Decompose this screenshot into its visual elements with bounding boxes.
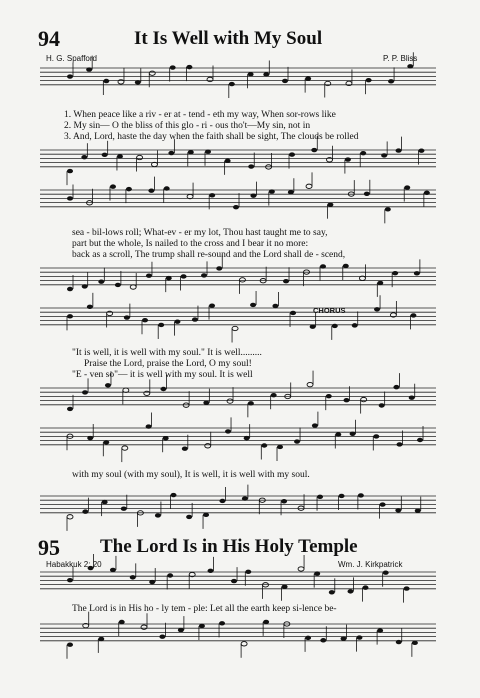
note-head xyxy=(418,148,424,152)
note-head xyxy=(170,65,176,69)
note-head xyxy=(199,624,205,628)
note-head xyxy=(410,313,416,317)
note-head xyxy=(201,273,207,277)
note-head xyxy=(409,396,415,400)
note-head xyxy=(159,635,165,639)
note-head xyxy=(171,493,177,497)
note-head xyxy=(263,620,269,624)
note-head xyxy=(142,318,148,322)
note-head xyxy=(181,274,187,278)
note-head xyxy=(141,625,147,629)
note-head xyxy=(225,429,231,433)
note-head xyxy=(67,578,73,582)
note-head xyxy=(272,304,278,308)
lyric-line: part but the whole, Is nailed to the cross and I bear it no more: xyxy=(72,239,309,249)
note-head xyxy=(229,82,235,86)
note-head xyxy=(146,424,152,428)
note-head xyxy=(263,72,269,76)
note-head xyxy=(158,323,164,327)
hymn-author-94: H. G. Spafford xyxy=(46,54,97,63)
note-head xyxy=(160,387,166,391)
note-head xyxy=(345,157,351,161)
note-head xyxy=(233,205,239,209)
note-head xyxy=(424,191,430,195)
note-head xyxy=(269,189,275,193)
note-head xyxy=(67,407,73,411)
note-head xyxy=(231,579,237,583)
note-head xyxy=(81,155,87,159)
note-head xyxy=(361,397,367,401)
note-head xyxy=(137,155,143,159)
staff xyxy=(40,190,436,207)
note-head xyxy=(377,628,383,632)
note-head xyxy=(115,283,121,287)
note-head xyxy=(82,509,88,513)
note-head xyxy=(358,493,364,497)
note-head xyxy=(110,184,116,188)
note-head xyxy=(364,192,370,196)
note-head xyxy=(67,196,73,200)
note-head xyxy=(192,317,198,321)
note-head xyxy=(102,500,108,504)
note-head xyxy=(205,150,211,154)
note-head xyxy=(414,271,420,275)
hymn-reference-95: Habakkuk 2: 20 xyxy=(46,560,102,569)
lyric-line: 3. And, Lord, haste the day when the faith shall be sight, The clouds be rolled xyxy=(64,132,359,142)
note-head xyxy=(282,79,288,83)
note-head xyxy=(67,515,73,519)
note-head xyxy=(380,502,386,506)
note-head xyxy=(87,436,93,440)
staff xyxy=(40,150,436,167)
note-head xyxy=(110,568,116,572)
note-head xyxy=(67,643,73,647)
note-head xyxy=(356,635,362,639)
note-head xyxy=(225,159,231,163)
note-head xyxy=(277,445,283,449)
note-head xyxy=(326,394,332,398)
note-head xyxy=(352,323,358,327)
note-head xyxy=(219,499,225,503)
note-head xyxy=(271,393,277,397)
note-head xyxy=(305,636,311,640)
note-head xyxy=(344,398,350,402)
note-head xyxy=(306,184,312,188)
lyric-line: Praise the Lord, praise the Lord, O my soul! xyxy=(84,359,252,369)
note-head xyxy=(148,188,154,192)
note-head xyxy=(119,620,125,624)
note-head xyxy=(329,590,335,594)
note-head xyxy=(208,569,214,573)
note-head xyxy=(216,266,222,270)
note-head xyxy=(350,432,356,436)
chorus-label: CHORUS xyxy=(313,306,346,315)
note-head xyxy=(250,303,256,307)
note-head xyxy=(362,585,368,589)
note-head xyxy=(86,67,92,71)
lyric-line: with my soul (with my soul), It is well, it is well with my soul. xyxy=(72,470,310,480)
note-head xyxy=(102,153,108,157)
note-head xyxy=(339,494,345,498)
note-head xyxy=(385,207,391,211)
note-head xyxy=(317,495,323,499)
note-head xyxy=(135,80,141,84)
note-head xyxy=(379,403,385,407)
note-head xyxy=(373,434,379,438)
note-head xyxy=(320,264,326,268)
note-head xyxy=(366,78,372,82)
note-head xyxy=(117,154,123,158)
note-head xyxy=(312,423,318,427)
note-head xyxy=(155,513,161,517)
note-head xyxy=(166,276,172,280)
hymn-composer-95: Wm. J. Kirkpatrick xyxy=(338,560,403,569)
lyric-line: "It is well, it is well with my soul." It is well......... xyxy=(72,348,262,358)
note-head xyxy=(82,284,88,288)
note-head xyxy=(124,315,130,319)
note-head xyxy=(67,74,73,78)
staff xyxy=(40,496,436,513)
note-head xyxy=(182,447,188,451)
note-head xyxy=(248,401,254,405)
note-head xyxy=(392,271,398,275)
note-head xyxy=(341,636,347,640)
note-head xyxy=(149,71,155,75)
note-head xyxy=(242,496,248,500)
note-head xyxy=(130,575,136,579)
note-head xyxy=(396,148,402,152)
lyric-line: 1. When peace like a riv - er at - tend - eth my way, When sor-rows like xyxy=(64,110,336,120)
note-head xyxy=(105,383,111,387)
note-head xyxy=(244,436,250,440)
note-head xyxy=(227,399,233,403)
note-head xyxy=(98,279,104,283)
note-head xyxy=(209,303,215,307)
note-head xyxy=(209,193,215,197)
note-head xyxy=(122,446,128,450)
note-head xyxy=(121,507,127,511)
note-head xyxy=(239,278,245,282)
note-head xyxy=(261,443,267,447)
note-head xyxy=(314,571,320,575)
note-head xyxy=(383,571,389,575)
note-head xyxy=(407,64,413,68)
note-head xyxy=(232,326,238,330)
note-head xyxy=(388,79,394,83)
note-head xyxy=(412,641,418,645)
hymn-number-94: 94 xyxy=(38,26,60,51)
lyric-line: The Lord is in His ho - ly tem - ple: Let all the earth keep si-lence be- xyxy=(72,604,337,614)
note-head xyxy=(332,324,338,328)
note-head xyxy=(360,151,366,155)
note-head xyxy=(178,628,184,632)
note-head xyxy=(335,432,341,436)
note-head xyxy=(289,152,295,156)
note-head xyxy=(374,307,380,311)
note-head xyxy=(397,442,403,446)
hymn-number-95: 95 xyxy=(38,535,60,560)
note-head xyxy=(149,580,155,584)
note-head xyxy=(294,439,300,443)
lyric-line: sea - bil-lows roll; What-ev - er my lot, Thou hast taught me to say, xyxy=(72,228,328,238)
note-head xyxy=(290,311,296,315)
note-head xyxy=(103,440,109,444)
note-head xyxy=(404,586,410,590)
note-head xyxy=(395,508,401,512)
note-head xyxy=(186,65,192,69)
staff xyxy=(40,68,436,85)
note-head xyxy=(393,385,399,389)
note-head xyxy=(188,150,194,154)
note-head xyxy=(320,638,326,642)
note-head xyxy=(126,187,132,191)
note-head xyxy=(283,279,289,283)
note-head xyxy=(417,438,423,442)
hymn-title-94: It Is Well with My Soul xyxy=(134,28,323,49)
lyric-line: 2. My sin— O the bliss of this glo - ri - ous tho't—My sin, not in xyxy=(64,121,311,131)
note-head xyxy=(311,148,317,152)
note-head xyxy=(203,513,209,517)
note-head xyxy=(307,382,313,386)
lyric-line: "E - ven so"— it is well with my soul. It is well xyxy=(72,370,253,380)
hymn-title-95: The Lord Is in His Holy Temple xyxy=(100,536,358,557)
note-head xyxy=(241,642,247,646)
note-head xyxy=(174,319,180,323)
note-head xyxy=(163,436,169,440)
note-head xyxy=(130,285,136,289)
note-head xyxy=(248,72,254,76)
note-head xyxy=(67,314,73,318)
note-head xyxy=(186,515,192,519)
note-head xyxy=(381,153,387,157)
note-head xyxy=(248,164,254,168)
staff xyxy=(40,572,436,589)
note-head xyxy=(98,637,104,641)
note-head xyxy=(343,264,349,268)
note-head xyxy=(298,567,304,571)
note-head xyxy=(203,400,209,404)
note-head xyxy=(327,202,333,206)
note-head xyxy=(67,287,73,291)
lyric-line: back as a scroll, The trump shall re-sound and the Lord shall de - scend, xyxy=(72,250,346,260)
note-head xyxy=(310,325,316,329)
note-head xyxy=(146,274,152,278)
note-head xyxy=(288,190,294,194)
note-head xyxy=(245,570,251,574)
hymn-composer-94: P. P. Bliss xyxy=(383,54,418,63)
note-head xyxy=(103,79,109,83)
note-head xyxy=(415,508,421,512)
note-head xyxy=(347,589,353,593)
staff xyxy=(40,388,436,405)
note-head xyxy=(168,151,174,155)
note-head xyxy=(67,169,73,173)
note-head xyxy=(164,186,170,190)
note-head xyxy=(396,640,402,644)
note-head xyxy=(250,193,256,197)
note-head xyxy=(281,499,287,503)
note-head xyxy=(167,573,173,577)
note-head xyxy=(377,281,383,285)
note-head xyxy=(205,444,211,448)
note-head xyxy=(305,76,311,80)
note-head xyxy=(87,305,93,309)
note-head xyxy=(123,388,129,392)
note-head xyxy=(282,585,288,589)
note-head xyxy=(82,390,88,394)
note-head xyxy=(404,185,410,189)
note-head xyxy=(219,621,225,625)
